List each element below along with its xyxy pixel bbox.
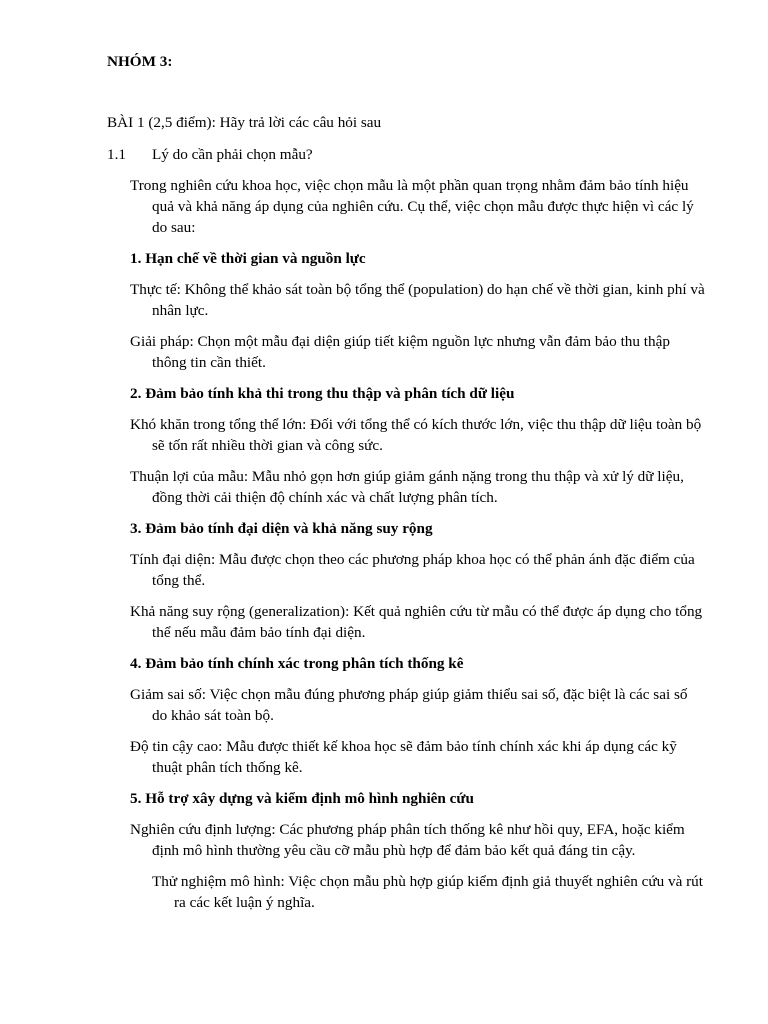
question-line — [107, 145, 313, 165]
intro-paragraph: Trong nghiên cứu khoa học, việc chọn mẫu là một phần quan trọng nhằm đảm bảo tính hiệu quả và khả năng áp dụng của nghiên cứu. Cụ thể, việc chọn mẫu được thực hiện vì các lý do sau: — [130, 177, 694, 236]
section-5-paragraph-1: Nghiên cứu định lượng: Các phương pháp phân tích thống kê như hồi quy, EFA, hoặc kiểm định mô hình thường yêu cầu cỡ mẫu phù hợp để đảm bảo kết quả đáng tin cậy. — [130, 821, 685, 859]
question-number: 1.1 — [107, 146, 126, 163]
section-2-paragraph-2: Thuận lợi của mẫu: Mẫu nhỏ gọn hơn giúp giảm gánh nặng trong thu thập và xử lý dữ liệu, đồng thời cải thiện độ chính xác và chất lượng phân tích. — [130, 468, 684, 506]
section-heading-4: 4. Đảm bảo tính chính xác trong phân tích thống kê — [130, 655, 464, 672]
answer-body — [130, 175, 705, 923]
section-heading-3: 3. Đảm bảo tính đại diện và khả năng suy rộng — [130, 520, 433, 537]
section-3-paragraph-2: Khả năng suy rộng (generalization): Kết quả nghiên cứu từ mẫu có thể được áp dụng cho tổng thể nếu mẫu đảm bảo tính đại diện. — [130, 603, 703, 641]
section-heading-5: 5. Hỗ trợ xây dựng và kiểm định mô hình nghiên cứu — [130, 790, 474, 807]
section-4-paragraph-1: Giảm sai số: Việc chọn mẫu đúng phương pháp giúp giảm thiểu sai số, đặc biệt là các sai số do khảo sát toàn bộ. — [130, 686, 688, 724]
section-heading-1: 1. Hạn chế về thời gian và nguồn lực — [130, 250, 366, 267]
question-text: Lý do cần phải chọn mẫu? — [152, 146, 313, 163]
section-1-paragraph-1: Thực tế: Không thể khảo sát toàn bộ tổng thể (population) do hạn chế về thời gian, kinh phí và nhân lực. — [130, 281, 705, 319]
section-4-paragraph-2: Độ tin cậy cao: Mẫu được thiết kế khoa học sẽ đảm bảo tính chính xác khi áp dụng các kỹ thuật phân tích thống kê. — [130, 738, 677, 776]
section-heading-2: 2. Đảm bảo tính khả thi trong thu thập và phân tích dữ liệu — [130, 385, 515, 402]
section-3-paragraph-1: Tính đại diện: Mẫu được chọn theo các phương pháp khoa học có thể phản ánh đặc điểm của tổng thể. — [130, 551, 695, 589]
section-1-paragraph-2: Giải pháp: Chọn một mẫu đại diện giúp tiết kiệm nguồn lực nhưng vẫn đảm bảo thu thập thông tin cần thiết. — [130, 333, 670, 371]
section-2-paragraph-1: Khó khăn trong tổng thể lớn: Đối với tổng thể có kích thước lớn, việc thu thập dữ liệu toàn bộ sẽ tốn rất nhiều thời gian và công sức. — [130, 416, 702, 454]
group-title: NHÓM 3: — [107, 53, 173, 70]
section-5-paragraph-2: Thử nghiệm mô hình: Việc chọn mẫu phù hợp giúp kiểm định giả thuyết nghiên cứu và rút ra các kết luận ý nghĩa. — [152, 873, 703, 911]
exercise-title: BÀI 1 (2,5 điểm): Hãy trả lời các câu hỏi sau — [107, 114, 382, 131]
